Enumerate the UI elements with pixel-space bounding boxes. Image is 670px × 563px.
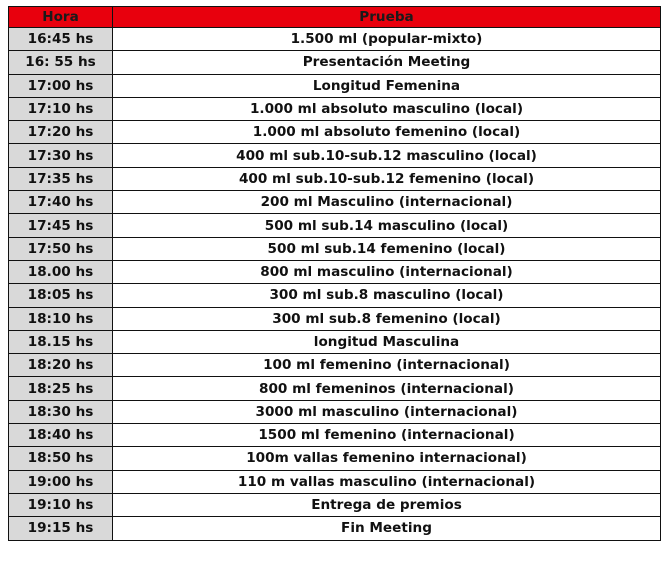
table-row xyxy=(9,237,661,260)
event-cell: 100m vallas femenino internacional) xyxy=(113,447,661,470)
time-cell: 17:35 hs xyxy=(9,167,113,190)
event-cell: 300 ml sub.8 femenino (local) xyxy=(113,307,661,330)
event-cell: Fin Meeting xyxy=(113,517,661,540)
time-cell: 17:10 hs xyxy=(9,97,113,120)
time-cell: 17:45 hs xyxy=(9,214,113,237)
time-cell: 18:30 hs xyxy=(9,400,113,423)
table-row xyxy=(9,51,661,74)
event-cell: 110 m vallas masculino (internacional) xyxy=(113,470,661,493)
time-cell: 19:10 hs xyxy=(9,493,113,516)
time-cell: 17:30 hs xyxy=(9,144,113,167)
time-cell: 16:45 hs xyxy=(9,28,113,51)
event-cell: 800 ml femeninos (internacional) xyxy=(113,377,661,400)
time-cell: 17:00 hs xyxy=(9,74,113,97)
event-cell: 500 ml sub.14 masculino (local) xyxy=(113,214,661,237)
table-row xyxy=(9,377,661,400)
table-row xyxy=(9,121,661,144)
event-cell: 1500 ml femenino (internacional) xyxy=(113,424,661,447)
schedule-table xyxy=(8,6,661,541)
time-cell: 17:40 hs xyxy=(9,191,113,214)
column-header-prueba: Prueba xyxy=(113,7,661,28)
time-cell: 18.00 hs xyxy=(9,260,113,283)
time-cell: 19:00 hs xyxy=(9,470,113,493)
event-cell: 300 ml sub.8 masculino (local) xyxy=(113,284,661,307)
table-row xyxy=(9,28,661,51)
table-row xyxy=(9,493,661,516)
table-row xyxy=(9,400,661,423)
table-row xyxy=(9,354,661,377)
time-cell: 18:25 hs xyxy=(9,377,113,400)
time-cell: 18:40 hs xyxy=(9,424,113,447)
time-cell: 18:20 hs xyxy=(9,354,113,377)
table-row xyxy=(9,167,661,190)
column-header-hora: Hora xyxy=(9,7,113,28)
time-cell: 17:50 hs xyxy=(9,237,113,260)
event-cell: 1.000 ml absoluto femenino (local) xyxy=(113,121,661,144)
table-row xyxy=(9,470,661,493)
time-cell: 17:20 hs xyxy=(9,121,113,144)
table-row xyxy=(9,74,661,97)
event-cell: Presentación Meeting xyxy=(113,51,661,74)
event-cell: 400 ml sub.10-sub.12 femenino (local) xyxy=(113,167,661,190)
event-cell: longitud Masculina xyxy=(113,330,661,353)
event-cell: 3000 ml masculino (internacional) xyxy=(113,400,661,423)
table-row xyxy=(9,284,661,307)
table-row xyxy=(9,330,661,353)
table-row xyxy=(9,97,661,120)
time-cell: 18.15 hs xyxy=(9,330,113,353)
table-row xyxy=(9,191,661,214)
header-row xyxy=(9,7,661,28)
time-cell: 16: 55 hs xyxy=(9,51,113,74)
table-row xyxy=(9,424,661,447)
time-cell: 18:50 hs xyxy=(9,447,113,470)
event-cell: 1.000 ml absoluto masculino (local) xyxy=(113,97,661,120)
table-row xyxy=(9,307,661,330)
table-row xyxy=(9,214,661,237)
event-cell: 800 ml masculino (internacional) xyxy=(113,260,661,283)
event-cell: Entrega de premios xyxy=(113,493,661,516)
schedule-body xyxy=(9,28,661,541)
table-row xyxy=(9,260,661,283)
event-cell: 1.500 ml (popular-mixto) xyxy=(113,28,661,51)
table-row xyxy=(9,447,661,470)
event-cell: 200 ml Masculino (internacional) xyxy=(113,191,661,214)
time-cell: 18:05 hs xyxy=(9,284,113,307)
table-row xyxy=(9,517,661,540)
event-cell: 400 ml sub.10-sub.12 masculino (local) xyxy=(113,144,661,167)
event-cell: 500 ml sub.14 femenino (local) xyxy=(113,237,661,260)
time-cell: 18:10 hs xyxy=(9,307,113,330)
table-row xyxy=(9,144,661,167)
event-cell: Longitud Femenina xyxy=(113,74,661,97)
time-cell: 19:15 hs xyxy=(9,517,113,540)
event-cell: 100 ml femenino (internacional) xyxy=(113,354,661,377)
